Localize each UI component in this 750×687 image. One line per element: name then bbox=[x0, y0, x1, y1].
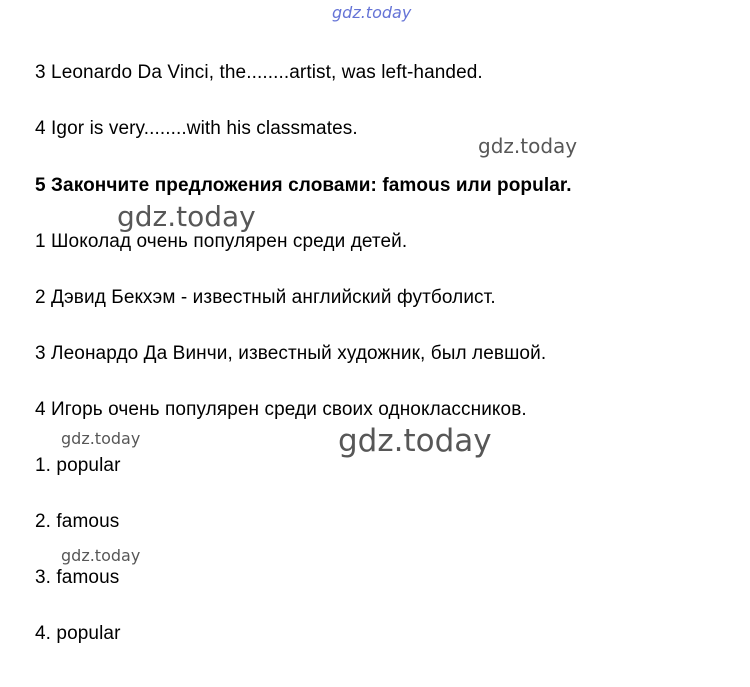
answer-4: 4. popular bbox=[35, 623, 121, 644]
watermark-a: gdz.today bbox=[478, 134, 578, 158]
answer-2: 2. famous bbox=[35, 511, 120, 532]
watermark-e: gdz.today bbox=[61, 546, 141, 565]
exercise-4-line-3: 3 Leonardo Da Vinci, the........artist, was left-handed. bbox=[35, 62, 483, 83]
watermark-top: gdz.today bbox=[332, 3, 412, 22]
answer-3: 3. famous bbox=[35, 567, 120, 588]
translation-4: 4 Игорь очень популярен среди своих одноклассников. bbox=[35, 399, 527, 420]
exercise-4-line-4: 4 Igor is very........with his classmates. bbox=[35, 118, 358, 139]
translation-1: 1 Шоколад очень популярен среди детей. bbox=[35, 231, 408, 252]
exercise-5-heading: 5 Закончите предложения словами: famous или popular. bbox=[35, 175, 572, 196]
watermark-c: gdz.today bbox=[61, 429, 141, 448]
watermark-b: gdz.today bbox=[117, 200, 256, 233]
translation-3: 3 Леонардо Да Винчи, известный художник, был левшой. bbox=[35, 343, 547, 364]
translation-2: 2 Дэвид Бекхэм - известный английский футболист. bbox=[35, 287, 496, 308]
watermark-d: gdz.today bbox=[338, 423, 492, 459]
answer-1: 1. popular bbox=[35, 455, 121, 476]
